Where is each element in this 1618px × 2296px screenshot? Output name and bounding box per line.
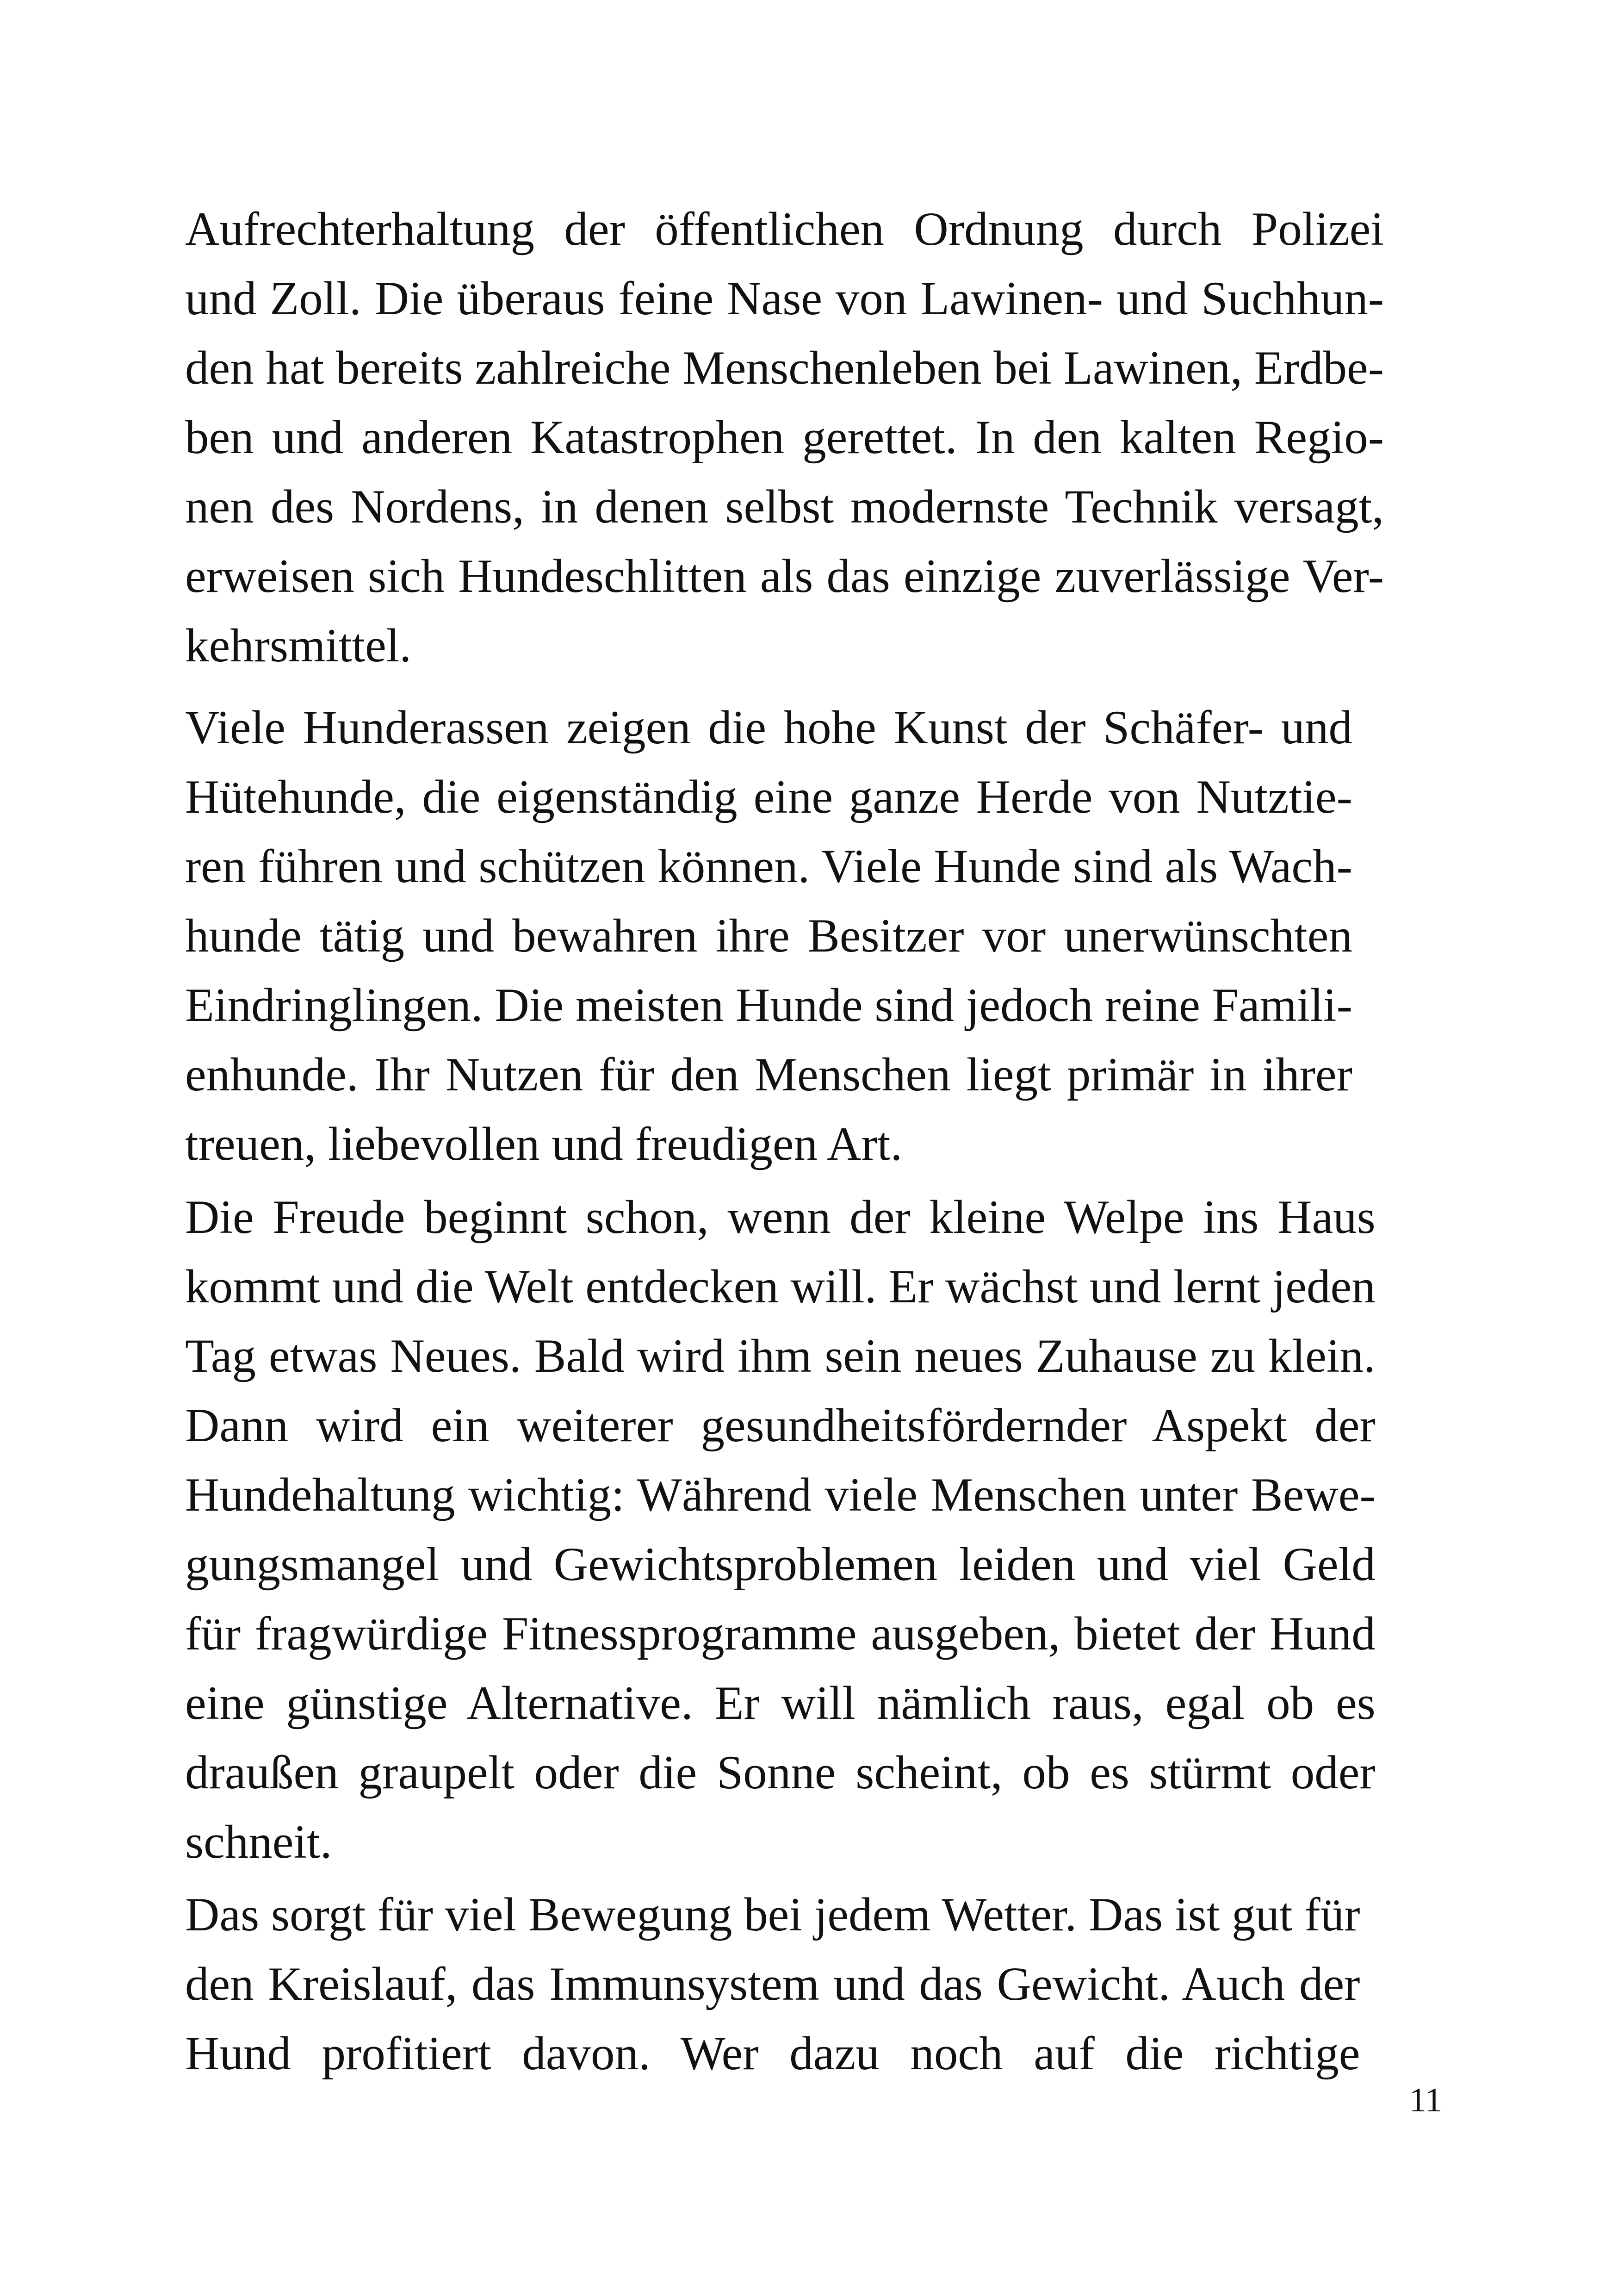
text-line: Das sorgt für viel Bewegung bei jedem Wetter. Das ist gut für [185,1888,1360,1941]
text-line: und Zoll. Die überaus feine Nase von Lawinen- und Suchhun- [185,272,1384,325]
text-line: Die Freude beginnt schon, wenn der kleine Welpe ins Haus [185,1191,1376,1244]
text-line: Tag etwas Neues. Bald wird ihm sein neues Zuhause zu klein. [185,1330,1376,1382]
text-line: erweisen sich Hundeschlitten als das einzige zuverlässige Ver- [185,550,1384,603]
text-line: ren führen und schützen können. Viele Hunde sind als Wach- [185,840,1352,893]
text-line: Viele Hunderassen zeigen die hohe Kunst der Schäfer- und [185,701,1352,754]
text-line: nen des Nordens, in denen selbst modernste Technik versagt, [185,480,1384,533]
text-line: ben und anderen Katastrophen gerettet. In den kalten Regio- [185,411,1384,464]
text-line: Dann wird ein weiterer gesundheitsfördernder Aspekt der [185,1399,1376,1452]
text-line: enhunde. Ihr Nutzen für den Menschen liegt primär in ihrer [185,1048,1352,1101]
page-number: 11 [1409,2081,1442,2119]
paragraph-2 [185,693,1352,1179]
text-line: den hat bereits zahlreiche Menschenleben bei Lawinen, Erdbe- [185,342,1384,394]
text-line: draußen graupelt oder die Sonne scheint, ob es stürmt oder [185,1746,1376,1799]
paragraph-4 [185,1880,1360,2088]
text-line: gungsmangel und Gewichtsproblemen leiden und viel Geld [185,1538,1376,1591]
text-line: Hund profitiert davon. Wer dazu noch auf die richtige [185,2027,1360,2080]
text-line: hunde tätig und bewahren ihre Besitzer vor unerwünschten [185,909,1352,962]
text-line: Hundehaltung wichtig: Während viele Menschen unter Bewe- [185,1468,1376,1521]
text-line: Aufrechterhaltung der öffentlichen Ordnung durch Polizei [185,203,1384,255]
text-line: Hütehunde, die eigenständig eine ganze Herde von Nutztie- [185,771,1352,823]
paragraph-3 [185,1182,1376,1877]
text-line: Eindringlingen. Die meisten Hunde sind jedoch reine Famili- [185,979,1352,1032]
text-line: kehrsmittel. [185,619,412,672]
text-line: schneit. [185,1816,332,1868]
text-line: kommt und die Welt entdecken will. Er wächst und lernt jeden [185,1260,1376,1313]
text-line: eine günstige Alternative. Er will nämlich raus, egal ob es [185,1677,1376,1730]
paragraph-1 [185,194,1384,680]
text-line: den Kreislauf, das Immunsystem und das Gewicht. Auch der [185,1958,1360,2010]
text-line: für fragwürdige Fitnessprogramme ausgeben, bietet der Hund [185,1607,1376,1660]
text-line: treuen, liebevollen und freudigen Art. [185,1118,903,1170]
